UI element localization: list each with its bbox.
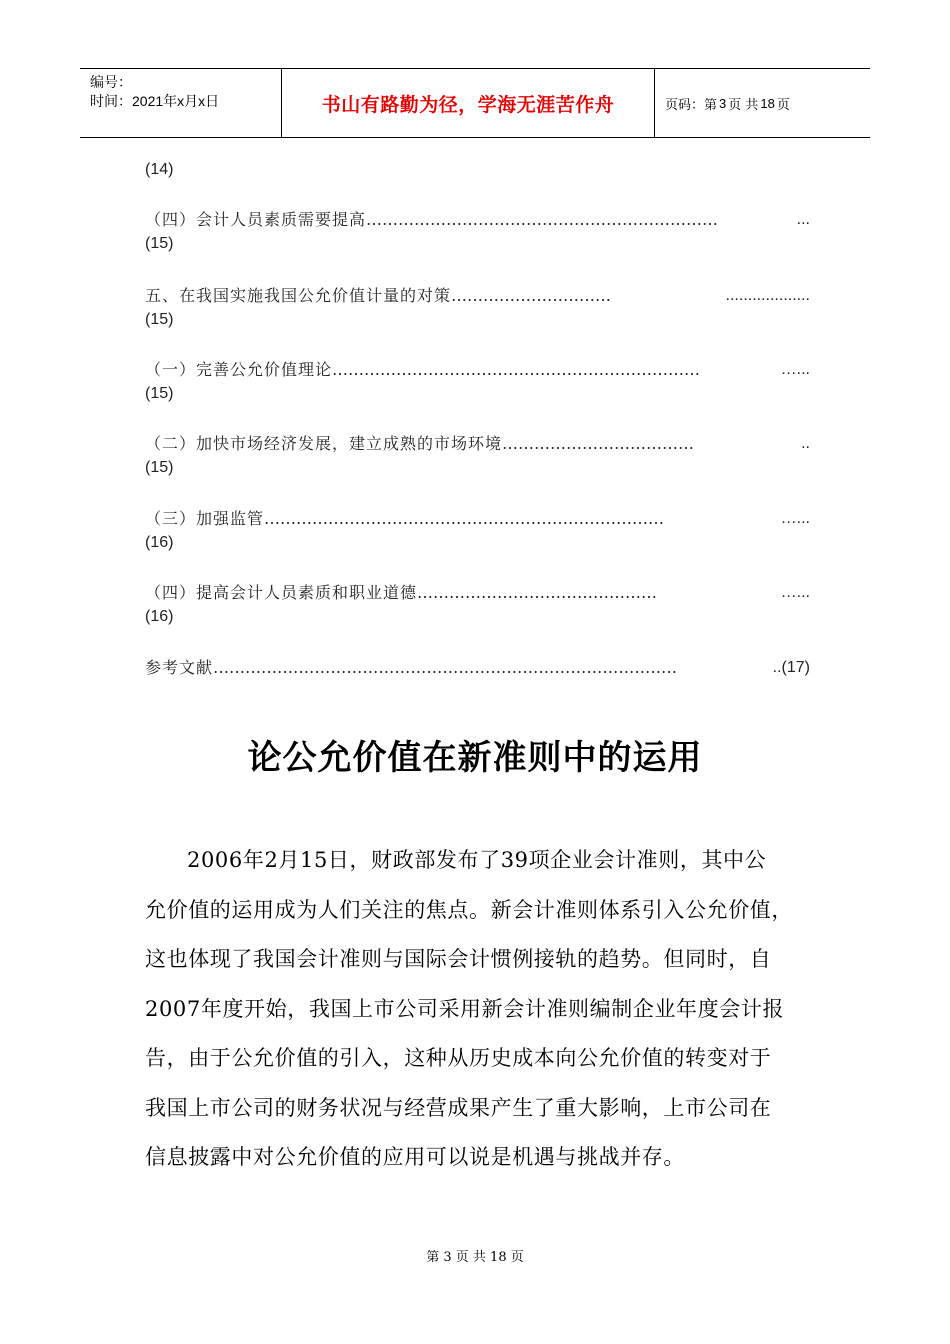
- article-title: 论公允价值在新准则中的运用: [247, 738, 703, 778]
- toc-entry-title: （三）加强监管: [145, 509, 265, 528]
- toc-entry-line: [145, 210, 810, 230]
- toc-entry-page: (16): [145, 608, 174, 625]
- toc-entry-title: 参考文献: [145, 658, 214, 677]
- toc-entry-title: 五、在我国实施我国公允价值计量的对策: [145, 286, 452, 305]
- page-current: 3: [719, 95, 727, 111]
- toc-leader-tail: ..(17): [772, 659, 810, 676]
- toc-leader-tail: ..: [801, 435, 810, 452]
- header-page-info: [655, 69, 870, 137]
- toc-leader-tail: ...: [796, 211, 810, 228]
- time-label: 时间：: [90, 93, 132, 109]
- page-mid: 页 共: [728, 97, 759, 113]
- paragraph-line: 2007年度开始，我国上市公司采用新会计准则编制企业年度会计报: [145, 996, 785, 1021]
- paragraph-line: 我国上市公司的财务状况与经营成果产生了重大影响，上市公司在: [145, 1095, 772, 1120]
- paragraph-line: 告，由于公允价值的引入，这种从历史成本向公允价值的转变对于: [145, 1046, 772, 1070]
- toc-leader-tail: …...: [780, 361, 810, 378]
- toc-entry[interactable]: [145, 286, 810, 330]
- toc-leader-tail: …...: [780, 584, 810, 601]
- paragraph-line: 允价值的运用成为人们关注的焦点。新会计准则体系引入公允价值，: [145, 897, 793, 922]
- toc-entry[interactable]: [145, 583, 810, 627]
- toc-entry-title: （四）会计人员素质需要提高: [145, 210, 367, 229]
- toc-entry[interactable]: [145, 210, 810, 254]
- toc-leader-dots: ……………………………………………………………………………: [213, 658, 678, 677]
- header-meta: [80, 69, 282, 137]
- toc-entry-title: （一）完善公允价值理论: [145, 360, 333, 379]
- toc-leader-dots: …………………………………………………………: [366, 210, 719, 229]
- toc-entry-references[interactable]: [145, 658, 810, 678]
- toc-entry[interactable]: [145, 509, 810, 553]
- time-line: [90, 92, 281, 111]
- toc-leader-tail: …...: [780, 510, 810, 527]
- toc-entry-title: （二）加快市场经济发展，建立成熟的市场环境: [145, 434, 503, 453]
- toc-entry[interactable]: [145, 434, 810, 478]
- time-value: 2021年x月x日: [132, 93, 220, 109]
- toc-entry-page: (15): [145, 235, 174, 252]
- page-footer: 第 3 页 共 18 页: [426, 1250, 524, 1265]
- article-paragraph: [145, 836, 810, 1183]
- toc-orphan-page: (14): [145, 161, 174, 178]
- number-label: 编号：: [90, 74, 132, 90]
- document-header: [80, 68, 870, 138]
- toc-leader-dots: ……………………………………………………………: [332, 360, 701, 379]
- toc-entry-line: [145, 583, 810, 603]
- page-total: 18: [760, 95, 775, 111]
- toc-entry-line: [145, 286, 810, 306]
- toc-entry-line: [145, 360, 810, 380]
- toc-entry-line: [145, 509, 810, 529]
- toc-entry[interactable]: [145, 360, 810, 404]
- toc-entry-line: [145, 434, 810, 454]
- page-suffix: 页: [776, 97, 790, 113]
- paragraph-line: 信息披露中对公允价值的应用可以说是机遇与挑战并存。: [145, 1145, 685, 1169]
- toc-leader-dots: …………………………: [451, 286, 612, 305]
- toc-leader-dots: …………………………………………………………………: [264, 509, 665, 528]
- toc-entry-title: （四）提高会计人员素质和职业道德: [145, 583, 418, 602]
- toc-leader-tail: ...................: [725, 287, 810, 304]
- toc-leader-dots: ………………………………………: [417, 583, 658, 602]
- toc-entry-page: (16): [145, 534, 174, 551]
- page-prefix: 页码：第: [665, 97, 718, 113]
- paragraph-line: 2006年2月15日，财政部发布了39项企业会计准则，其中公: [187, 848, 767, 872]
- toc-leader-dots: ………………………………: [502, 434, 695, 453]
- toc-entry-page: (15): [145, 459, 174, 476]
- toc-entry-page: (15): [145, 311, 174, 328]
- paragraph-line: 这也体现了我国会计准则与国际会计惯例接轨的趋势。但同时，自: [145, 947, 772, 971]
- toc-entry-page: (15): [145, 385, 174, 402]
- header-motto: 书山有路勤为径，学海无涯苦作舟: [282, 69, 655, 137]
- toc-entry-line: [145, 658, 810, 678]
